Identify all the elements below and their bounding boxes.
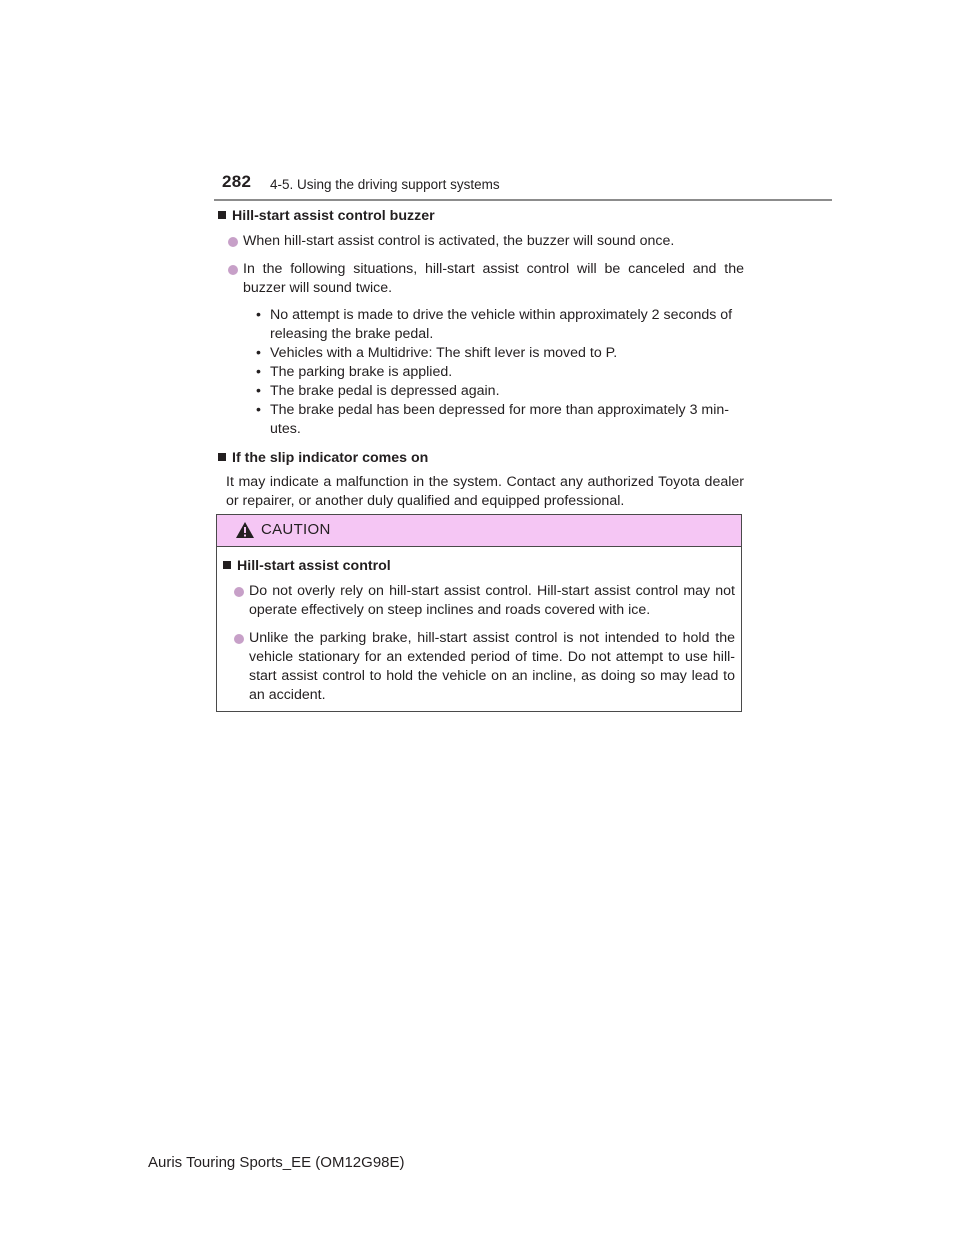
square-bullet-icon [223, 561, 231, 569]
caution-body [217, 547, 741, 705]
buzzer-heading [218, 207, 744, 226]
list-item-text: Vehicles with a Multidrive: The shift lever is moved to P. [270, 345, 618, 361]
list-item-text: The parking brake is applied. [270, 364, 453, 380]
section-title: 4-5. Using the driving support systems [270, 177, 500, 192]
caution-heading [223, 557, 735, 576]
header-rule [214, 199, 832, 201]
buzzer-heading-text: Hill-start assist control buzzer [232, 208, 435, 224]
list-item: • The brake pedal has been depressed for more than approximately 3 min-utes. [256, 402, 729, 437]
square-bullet-icon [218, 453, 226, 461]
list-item-text: No attempt is made to drive the vehicle within approximately 2 seconds of releasing the brake pedal. [270, 307, 733, 342]
main-content [218, 207, 744, 511]
caution-label: CAUTION [261, 521, 331, 538]
list-item: • The parking brake is applied. [256, 364, 453, 380]
round-bullet-icon [228, 265, 238, 275]
square-bullet-icon [218, 211, 226, 219]
buzzer-bullet-2 [218, 260, 744, 298]
buzzer-bullet-2-text: In the following situations, hill-start assist control will be canceled and the buzzer will sound twice. [243, 261, 744, 296]
round-bullet-icon [234, 634, 244, 644]
list-item: • The brake pedal is depressed again. [256, 383, 500, 399]
round-bullet-icon [228, 237, 238, 247]
buzzer-bullet-1-text: When hill-start assist control is activated, the buzzer will sound once. [243, 233, 675, 249]
slip-heading-text: If the slip indicator comes on [232, 450, 429, 466]
caution-header [217, 515, 741, 547]
caution-bullet-2 [223, 629, 735, 705]
caution-box [216, 514, 742, 712]
warning-icon [235, 521, 255, 539]
buzzer-bullet-1 [218, 232, 744, 251]
caution-bullet-2-text: Unlike the parking brake, hill-start assist control is not intended to hold the vehicle stationary for an extended period of time. Do not attempt to use hill-start assist control to hold the vehicle on an incline, as doing so may lead to an accident. [249, 630, 735, 703]
caution-bullet-1-text: Do not overly rely on hill-start assist control. Hill-start assist control may not operate effectively on steep inclines and roads covered with ice. [249, 583, 735, 618]
list-item: • No attempt is made to drive the vehicle within approximately 2 seconds of releasing the brake pedal. [256, 307, 733, 342]
slip-text: It may indicate a malfunction in the system. Contact any authorized Toyota dealer or repairer, or another duly qualified and equipped professional. [226, 474, 744, 509]
caution-heading-text: Hill-start assist control [237, 558, 391, 574]
caution-bullet-1 [223, 582, 735, 620]
footer-model-code: Auris Touring Sports_EE (OM12G98E) [148, 1154, 405, 1171]
list-item-text: The brake pedal has been depressed for more than approximately 3 min-utes. [270, 402, 729, 437]
list-item-text: The brake pedal is depressed again. [270, 383, 500, 399]
buzzer-subitems-list [218, 306, 744, 439]
slip-heading [218, 449, 744, 468]
page-number: 282 [222, 172, 252, 191]
round-bullet-icon [234, 587, 244, 597]
list-item: • Vehicles with a Multidrive: The shift lever is moved to P. [256, 345, 618, 361]
